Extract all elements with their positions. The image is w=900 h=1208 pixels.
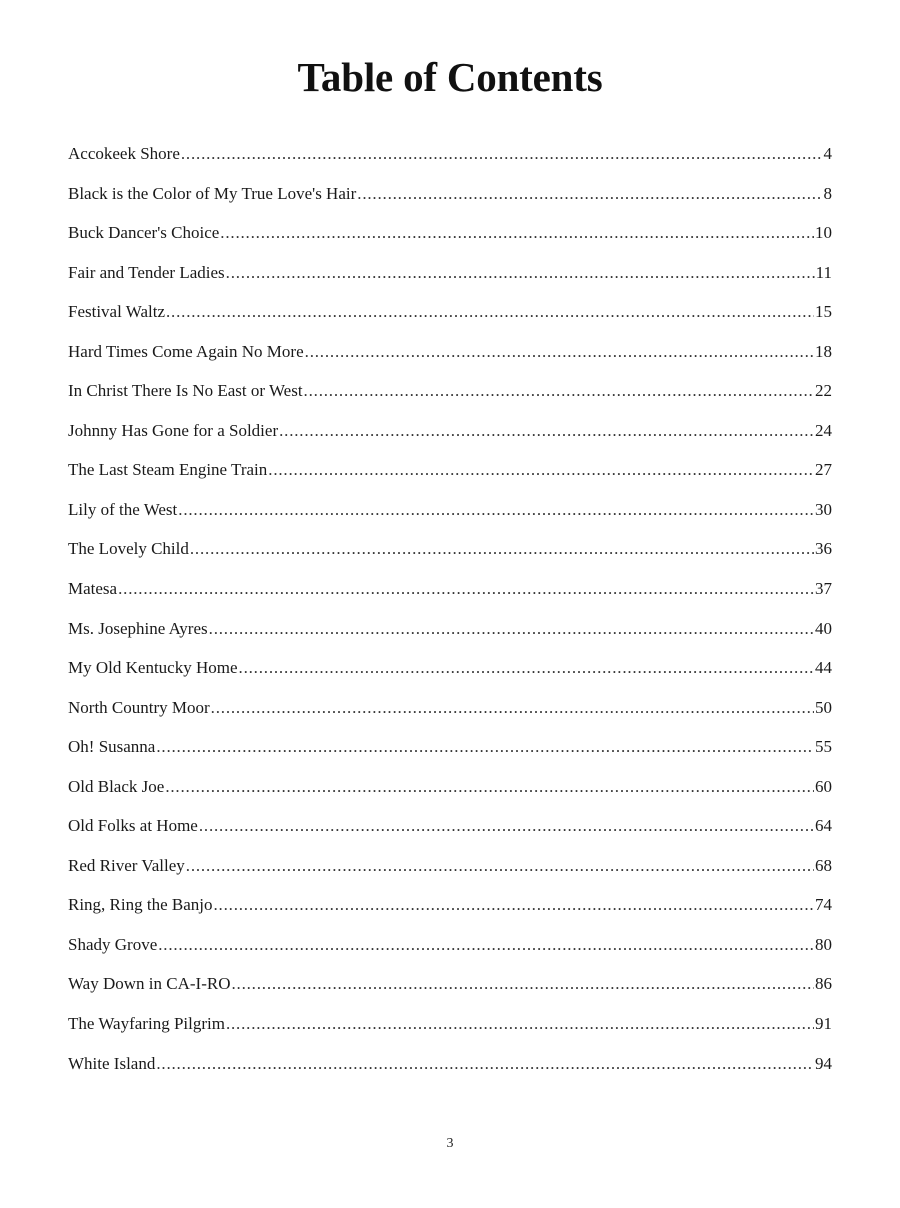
toc-entry-page: 15 — [815, 302, 832, 322]
toc-entry-title: In Christ There Is No East or West — [68, 381, 303, 401]
toc-entry-title: Festival Waltz — [68, 302, 165, 322]
toc-entry — [68, 848, 832, 888]
toc-entry — [68, 136, 832, 176]
dot-leader — [226, 1006, 814, 1042]
page-number: 3 — [446, 1136, 454, 1151]
toc-entry-title: Ring, Ring the Banjo — [68, 895, 213, 915]
toc-entry-page: 44 — [815, 658, 832, 678]
toc-entry — [68, 650, 832, 690]
toc-entry — [68, 966, 832, 1006]
toc-entry — [68, 611, 832, 651]
toc-entry-title: The Lovely Child — [68, 539, 189, 559]
toc-entry — [68, 452, 832, 492]
toc-entry-page: 10 — [815, 223, 832, 243]
toc-entry-page: 18 — [815, 341, 832, 361]
toc-entry-title: The Last Steam Engine Train — [68, 460, 268, 480]
toc-entry — [68, 413, 832, 453]
toc-entry-title: Old Folks at Home — [68, 816, 198, 836]
toc-entry-title: Johnny Has Gone for a Soldier — [68, 420, 279, 440]
page-title: Table of Contents — [297, 54, 603, 100]
toc-entry-page: 60 — [815, 776, 832, 796]
toc-entry-page: 30 — [815, 499, 832, 519]
dot-leader — [181, 136, 823, 172]
dot-leader — [211, 690, 814, 726]
dot-leader — [178, 492, 814, 528]
dot-leader — [156, 729, 814, 765]
toc-entry-page: 37 — [815, 579, 832, 599]
toc-entry-title: The Wayfaring Pilgrim — [68, 1014, 225, 1034]
dot-leader — [209, 611, 814, 647]
toc-entry — [68, 334, 832, 374]
dot-leader — [165, 769, 814, 805]
toc-entry-page: 11 — [815, 262, 832, 282]
toc-entry — [68, 1006, 832, 1046]
toc-entry — [68, 255, 832, 295]
toc-entry-title: North Country Moor — [68, 697, 210, 717]
dot-leader — [186, 848, 814, 884]
toc-entry-title: Black is the Color of My True Love's Hair — [68, 183, 357, 203]
toc-entry — [68, 215, 832, 255]
dot-leader — [158, 927, 814, 963]
toc-entry-page: 91 — [815, 1014, 832, 1034]
dot-leader — [156, 1046, 814, 1082]
dot-leader — [239, 650, 814, 686]
toc-entry-page: 24 — [815, 420, 832, 440]
toc-entry-title: Old Black Joe — [68, 776, 165, 796]
toc-entry — [68, 571, 832, 611]
toc-entry-page: 27 — [815, 460, 832, 480]
toc-entry-title: White Island — [68, 1053, 156, 1073]
toc-entry-page: 40 — [815, 618, 832, 638]
toc-entry-page: 86 — [815, 974, 832, 994]
toc-entry-title: Ms. Josephine Ayres — [68, 618, 208, 638]
toc-entry-page: 55 — [815, 737, 832, 757]
dot-leader — [118, 571, 814, 607]
toc-entry-title: Oh! Susanna — [68, 737, 156, 757]
toc-entry-page: 64 — [815, 816, 832, 836]
toc-entry — [68, 769, 832, 809]
toc-entry-title: My Old Kentucky Home — [68, 658, 238, 678]
toc-entry — [68, 1046, 832, 1086]
toc-entry-page: 36 — [815, 539, 832, 559]
dot-leader — [305, 334, 814, 370]
toc-entry-title: Lily of the West — [68, 499, 178, 519]
dot-leader — [279, 413, 814, 449]
toc-entry-page: 22 — [815, 381, 832, 401]
dot-leader — [231, 966, 814, 1002]
dot-leader — [190, 531, 814, 567]
toc-entry-title: Accokeek Shore — [68, 144, 180, 163]
toc-entry-title: Shady Grove — [68, 934, 158, 954]
dot-leader — [268, 452, 814, 488]
dot-leader — [357, 176, 822, 212]
toc-entry — [68, 294, 832, 334]
dot-leader — [214, 887, 815, 923]
toc-entry-title: Fair and Tender Ladies — [68, 262, 225, 282]
toc-entry-page: 50 — [815, 697, 832, 717]
dot-leader — [199, 808, 814, 844]
toc-entry-page: 94 — [815, 1053, 832, 1073]
toc-entry-page: 68 — [815, 855, 832, 875]
toc-entry-title: Hard Times Come Again No More — [68, 341, 304, 361]
dot-leader — [220, 215, 814, 251]
dot-leader — [226, 255, 815, 291]
toc-entry — [68, 690, 832, 730]
toc-entry-page: 80 — [815, 934, 832, 954]
toc-entry — [68, 887, 832, 927]
toc-entry — [68, 808, 832, 848]
toc-entry — [68, 531, 832, 571]
toc-entry-page: 74 — [815, 895, 832, 915]
table-of-contents — [68, 136, 832, 1085]
toc-entry — [68, 492, 832, 532]
toc-entry-page: 8 — [823, 183, 832, 203]
dot-leader — [166, 294, 814, 330]
toc-entry — [68, 373, 832, 413]
toc-entry-title: Red River Valley — [68, 855, 185, 875]
toc-entry-title: Buck Dancer's Choice — [68, 223, 220, 243]
toc-entry — [68, 729, 832, 769]
toc-entry-page: 4 — [823, 144, 832, 163]
toc-entry — [68, 176, 832, 216]
dot-leader — [304, 373, 814, 409]
toc-entry-title: Way Down in CA-I-RO — [68, 974, 231, 994]
toc-entry — [68, 927, 832, 967]
toc-entry-title: Matesa — [68, 579, 118, 599]
